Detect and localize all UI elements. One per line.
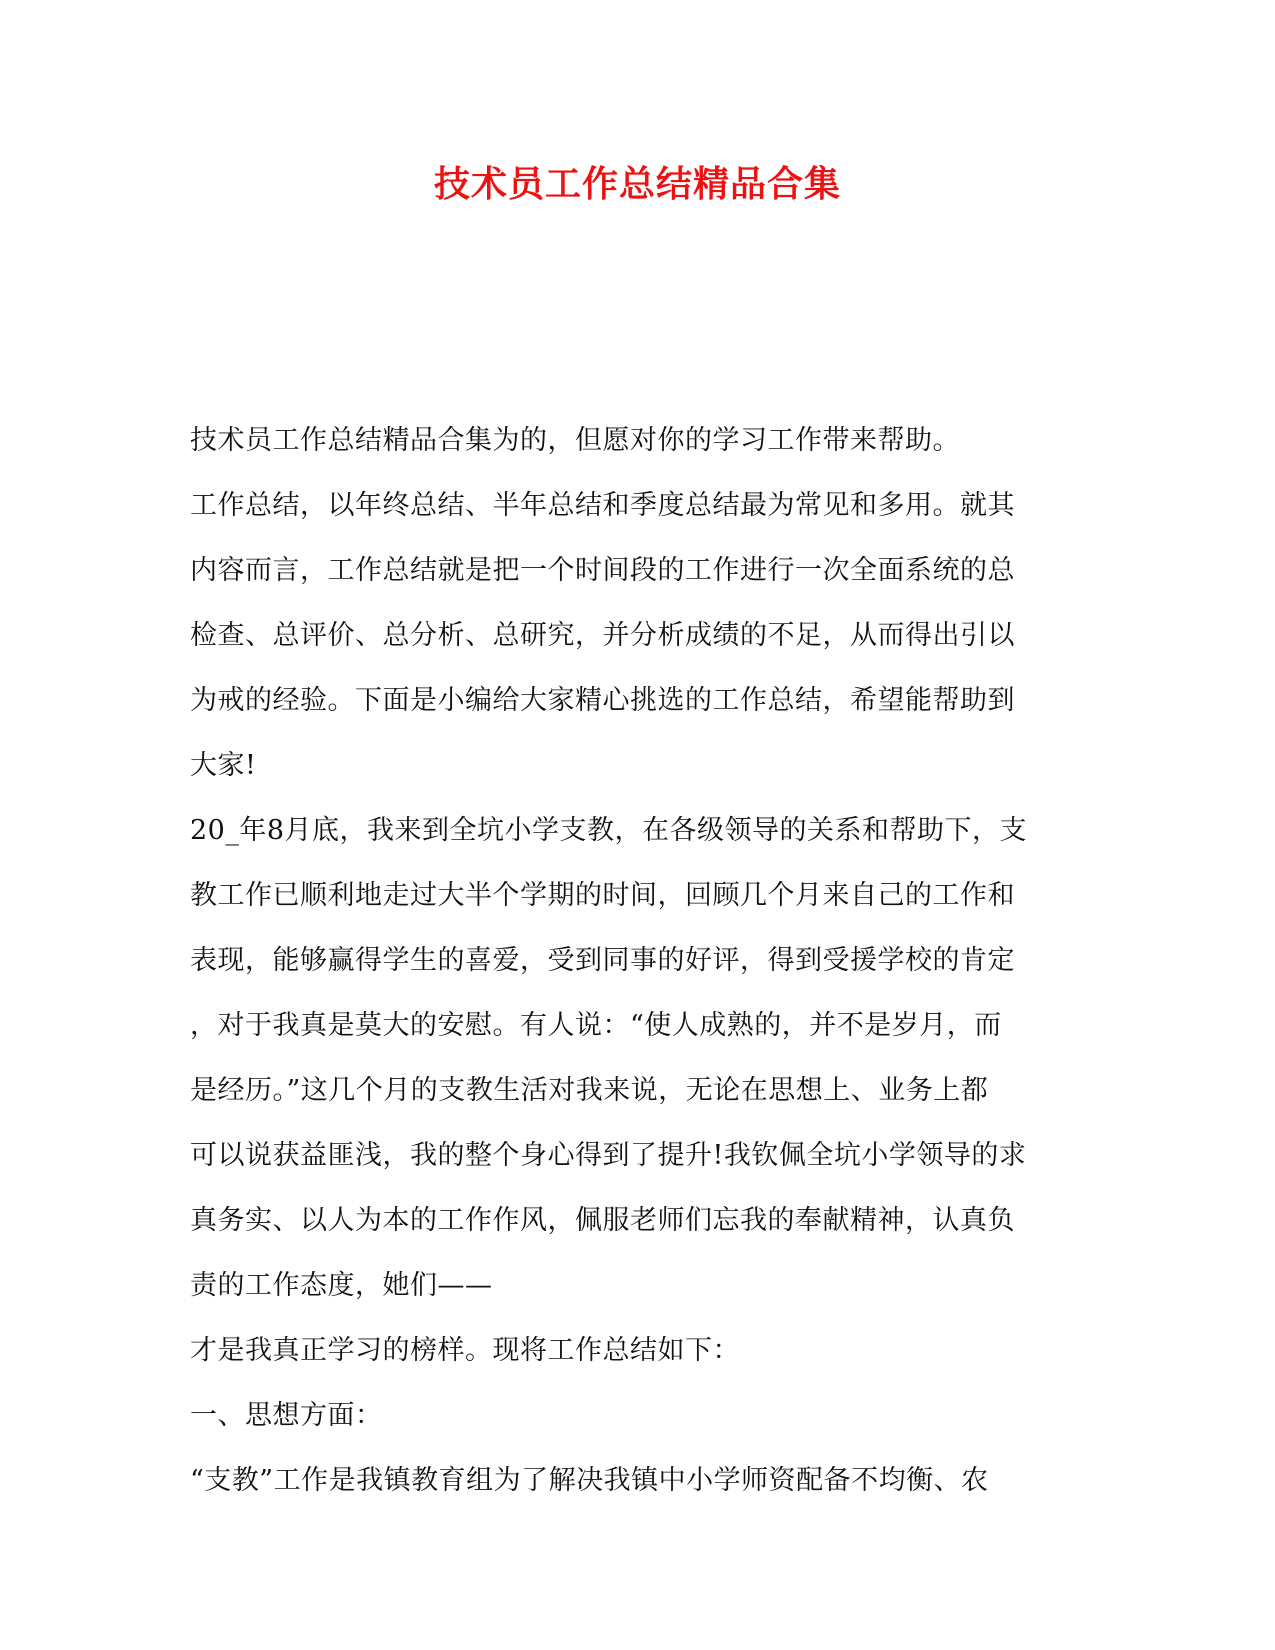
document-body [190, 408, 1090, 1513]
body-line: 可以说获益匪浅，我的整个身心得到了提升!我钦佩全坑小学领导的求 [190, 1140, 1027, 1171]
body-line: 大家! [190, 750, 257, 781]
body-line: 教工作已顺利地走过大半个学期的时间，回顾几个月来自己的工作和 [190, 880, 1015, 911]
body-line: 才是我真正学习的榜样。现将工作总结如下： [190, 1335, 740, 1366]
body-line: 工作总结，以年终总结、半年总结和季度总结最为常见和多用。就其 [190, 490, 1015, 521]
body-line: 真务实、以人为本的工作作风，佩服老师们忘我的奉献精神，认真负 [190, 1205, 1015, 1236]
body-line: ，对于我真是莫大的安慰。有人说：“使人成熟的，并不是岁月，而 [190, 1010, 1002, 1041]
body-line: 为戒的经验。下面是小编给大家精心挑选的工作总结，希望能帮助到 [190, 685, 1015, 716]
body-line: 责的工作态度，她们—— [190, 1270, 493, 1301]
body-line: 检查、总评价、总分析、总研究，并分析成绩的不足，从而得出引以 [190, 620, 1015, 651]
body-line: 技术员工作总结精品合集为的，但愿对你的学习工作带来帮助。 [190, 425, 960, 456]
body-line: 20_年8月底，我来到全坑小学支教，在各级领导的关系和帮助下，支 [190, 815, 1028, 846]
body-line: “支教”工作是我镇教育组为了解决我镇中小学师资配备不均衡、农 [190, 1465, 989, 1496]
body-line: 表现，能够赢得学生的喜爱，受到同事的好评，得到受援学校的肯定 [190, 945, 1015, 976]
body-line: 是经历。”这几个月的支教生活对我来说，无论在思想上、业务上都 [190, 1075, 989, 1106]
section-heading: 一、思想方面： [190, 1400, 383, 1431]
document-title: 技术员工作总结精品合集 [433, 163, 841, 205]
body-line: 内容而言，工作总结就是把一个时间段的工作进行一次全面系统的总 [190, 555, 1015, 586]
